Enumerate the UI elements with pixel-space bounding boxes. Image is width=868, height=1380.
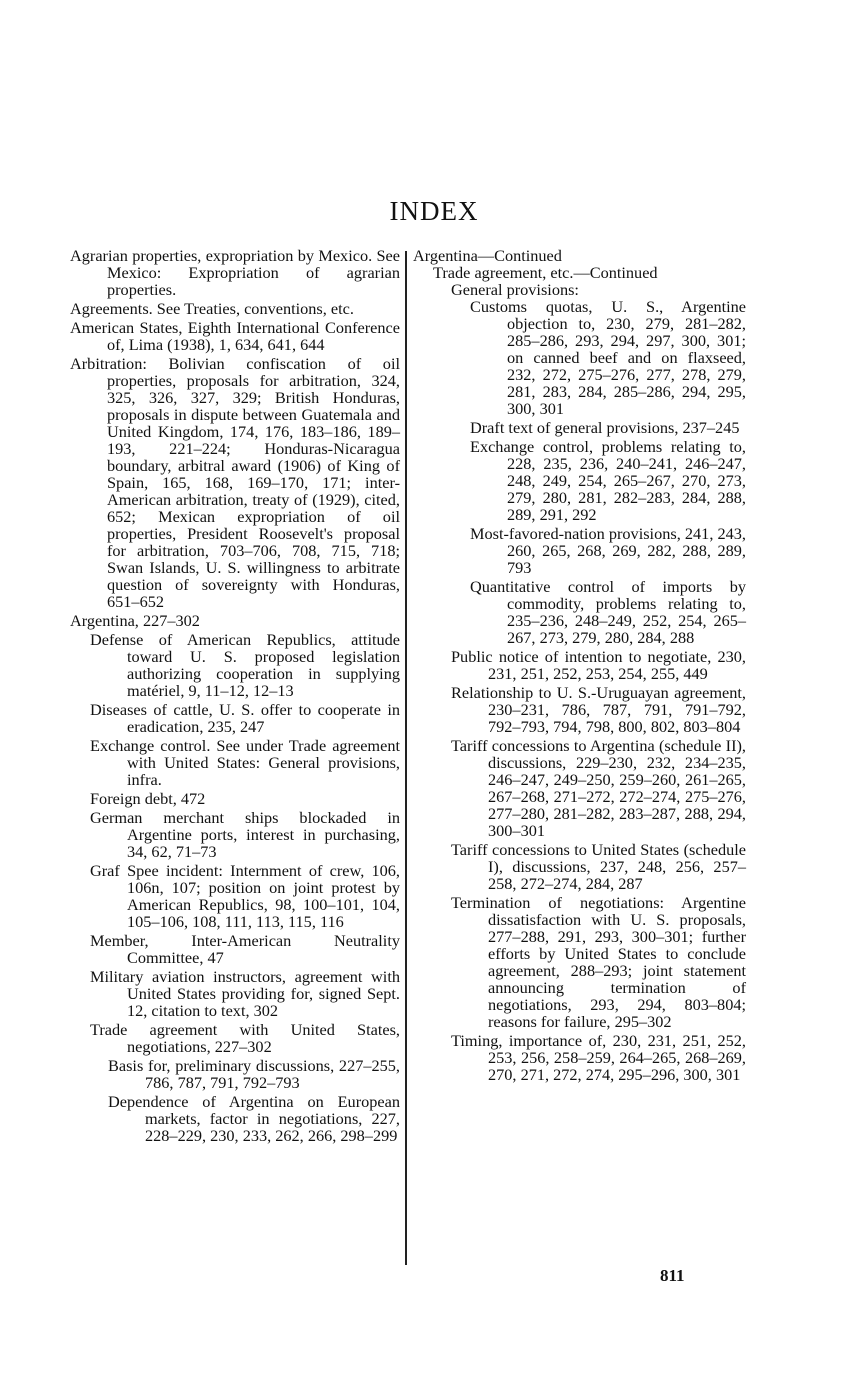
index-entry: Argentina, 227–302 [70,611,200,630]
index-subsubentry: Tariff concessions to Argentina (schedule II), discussions, 229–230, 232, 234–235, 246–247, 249–250, 259–260, 261–265, 267–268, 271–272, 272–274, 275–276, 277–280, 281–282, 283–287, 288, 294, 300–301 [451,736,746,840]
index-subsubentry: Dependence of Argentina on European markets, factor in negotiations, 227, 228–229, 230, 233, 262, 266, 298–299 [108,1092,400,1145]
index-subentry: Member, Inter-American Neutrality Committee, 47 [90,931,400,967]
index-column-right [413,247,746,1085]
page-number: 811 [660,1266,685,1285]
index-subentry: Exchange control. See under Trade agreement with United States: General provisions, infra. [90,736,400,789]
index-entry: Arbitration: Bolivian confiscation of oil properties, proposals for arbitration, 324, 325, 326, 327, 329; British Honduras, proposals in dispute between Guatemala and United Kingdom, 174, 176, 183–186, 189–193, 221–224; Honduras-Nicaragua boundary, arbitral award (1906) of King of Spain, 165, 168, 169–170, 171; inter-American arbitration, treaty of (1929), cited, 652; Mexican expropriation of oil properties, President Roosevelt's proposal for arbitration, 703–706, 708, 715, 718; Swan Islands, U. S. willingness to arbitrate question of sovereignty with Honduras, 651–652 [70,354,400,611]
index-subentry: Trade agreement with United States, negotiations, 227–302 [90,1020,400,1056]
index-subentry: Trade agreement, etc.—Continued [433,263,658,282]
index-subentry: Defense of American Republics, attitude toward U. S. proposed legislation authorizing cooperation in supplying matériel, 9, 11–12, 12–13 [90,630,400,700]
index-subsubsubentry: Exchange control, problems relating to, 228, 235, 236, 240–241, 246–247, 248, 249, 254, 265–267, 270, 273, 279, 280, 281, 282–283, 284, 288, 289, 291, 292 [470,437,746,524]
column-divider [405,251,407,1265]
index-subsubentry: General provisions: [451,280,579,299]
index-subsubsubentry: Quantitative control of imports by commodity, problems relating to, 235–236, 248–249, 252, 254, 265–267, 273, 279, 280, 284, 288 [470,577,746,647]
index-entry: American States, Eighth International Conference of, Lima (1938), 1, 634, 641, 644 [70,318,400,354]
index-entry: Agreements. See Treaties, conventions, etc. [70,299,354,318]
index-subentry: German merchant ships blockaded in Argentine ports, interest in purchasing, 34, 62, 71–73 [90,808,400,861]
index-subentry: Graf Spee incident: Internment of crew, 106, 106n, 107; position on joint protest by American Republics, 98, 100–101, 104, 105–106, 108, 111, 113, 115, 116 [90,861,400,931]
index-subentry: Diseases of cattle, U. S. offer to cooperate in eradication, 235, 247 [90,700,400,736]
index-entry: Agrarian properties, expropriation by Mexico. See Mexico: Expropriation of agrarian properties. [70,246,400,299]
index-subsubsubentry: Customs quotas, U. S., Argentine objection to, 230, 279, 281–282, 285–286, 293, 294, 297, 300, 301; on canned beef and on flaxseed, 232, 272, 275–276, 277, 278, 279, 281, 283, 284, 285–286, 294, 295, 300, 301 [470,297,746,418]
index-subsubsubentry: Draft text of general provisions, 237–245 [470,418,740,437]
index-subsubentry: Basis for, preliminary discussions, 227–255, 786, 787, 791, 792–793 [108,1056,400,1092]
index-subsubentry: Termination of negotiations: Argentine dissatisfaction with U. S. proposals, 277–288, 291, 293, 300–301; further efforts by United States to conclude agreement, 288–293; joint statement announcing termination of negotiations, 293, 294, 803–804; reasons for failure, 295–302 [451,893,746,1031]
index-subsubentry: Relationship to U. S.-Uruguayan agreement, 230–231, 786, 787, 791, 791–792, 792–793, 794, 798, 800, 802, 803–804 [451,683,746,736]
index-entry: Argentina—Continued [413,246,562,265]
index-subsubentry: Tariff concessions to United States (schedule I), discussions, 237, 248, 256, 257–258, 272–274, 284, 287 [451,840,746,893]
index-subsubentry: Public notice of intention to negotiate, 230, 231, 251, 252, 253, 254, 255, 449 [451,647,746,683]
index-subentry: Military aviation instructors, agreement with United States providing for, signed Sept. 12, citation to text, 302 [90,967,400,1020]
index-subentry: Foreign debt, 472 [90,789,206,808]
page-title: INDEX [389,196,479,226]
index-column-left [70,247,400,1146]
index-subsubsubentry: Most-favored-nation provisions, 241, 243, 260, 265, 268, 269, 282, 288, 289, 793 [470,524,746,577]
index-subsubentry: Timing, importance of, 230, 231, 251, 252, 253, 256, 258–259, 264–265, 268–269, 270, 271, 272, 274, 295–296, 300, 301 [451,1031,746,1084]
